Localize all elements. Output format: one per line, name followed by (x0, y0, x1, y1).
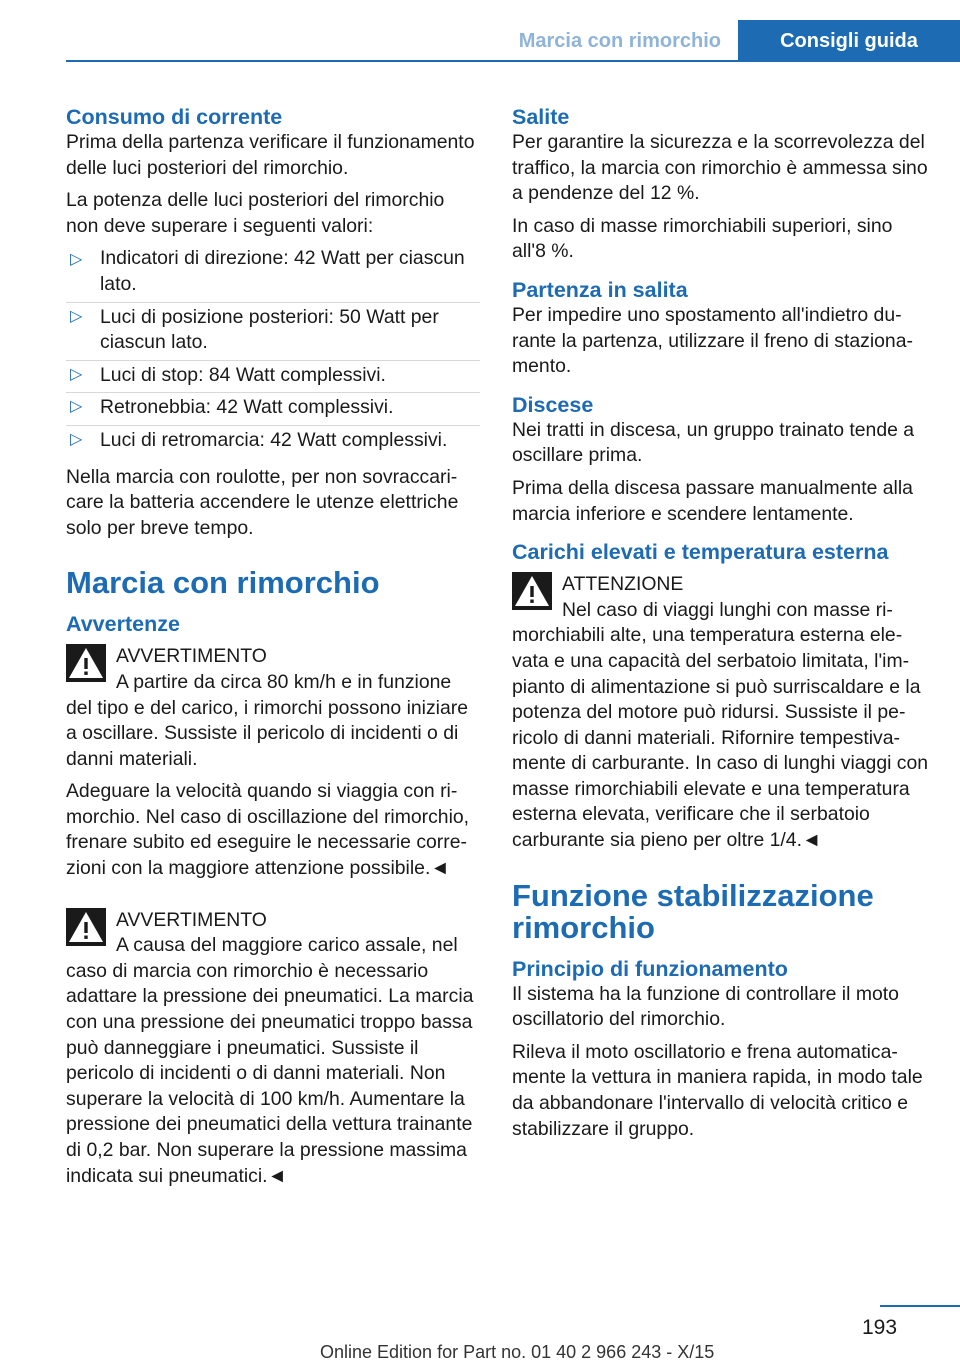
warning-text: A causa del maggiore carico assale, nel caso di marcia con rimorchio è necessario adattare la pressione dei pneumatici. La marcia con una pressione dei pneumatici troppo bassa può danneggiare i pneumatici. Sussiste il pericolo di incidenti o di danni materiali. Non superare la velocità di 100 km/h. Aumentare la pressione dei pneumatici della vettura trainante di 0,2 bar. Non superare la pressione massima indicata sui pneumatici.◄ (66, 934, 474, 1187)
paragraph: Adeguare la velocità quando si viaggia con rimorchio. Nel caso di oscillazione del rimorchio, frenare subito ed eseguire le necessarie correzioni con la maggiore attenzione possibile.◄ (66, 780, 470, 880)
warning-block (512, 572, 930, 854)
heading-funzione-stabilizzazione: Funzione stabilizzazione rimorchio (512, 877, 874, 945)
heading-partenza-in-salita: Partenza in salita (512, 277, 688, 302)
triangle-bullet-icon: ▷ (70, 307, 83, 325)
header-section-title: Marcia con rimorchio (518, 30, 721, 52)
warning-triangle-icon (66, 908, 106, 946)
warning-block (66, 644, 480, 772)
warning-label: ATTENZIONE (562, 573, 684, 596)
page-header (0, 0, 960, 62)
paragraph: Nei tratti in discesa, un gruppo trainato tende a oscillare prima. (512, 418, 915, 467)
warning-triangle-icon (512, 572, 552, 610)
warning-text: Nel caso di viaggi lunghi con masse rimorchiabili alte, una temperatura esterna elevata e una capacità del serbatoio limitata, l'impianto di alimentazione si può surriscaldare e la potenza del motore può ridursi. Sussiste il pericolo di danni materiali. Rifornire tempestivamente di carburante. In caso di lunghi viaggi con masse rimorchiabili elevate e una temperatura esterna elevata, verificare che il serbatoio carburante sia pieno per oltre 1/4.◄ (512, 598, 929, 852)
heading-marcia-con-rimorchio: Marcia con rimorchio (66, 565, 380, 601)
paragraph: Nella marcia con roulotte, per non sovraccaricare la batteria accendere le utenze elettriche solo per breve tempo. (66, 465, 459, 539)
header-chapter-label: Consigli guida (780, 29, 918, 52)
heading-avvertenze: Avvertenze (66, 612, 180, 637)
page-number: 193 (862, 1316, 898, 1339)
footer-rule (880, 1305, 960, 1307)
triangle-bullet-icon: ▷ (70, 251, 83, 269)
heading-carichi-elevati: Carichi elevati e temperatura esterna (512, 540, 889, 565)
triangle-bullet-icon: ▷ (70, 430, 83, 448)
footer-edition: Online Edition for Part no. 01 40 2 966 243 - X/15 (320, 1342, 715, 1362)
warning-label: AVVERTIMENTO (116, 645, 267, 668)
warning-triangle-icon (66, 644, 106, 682)
header-rule (66, 60, 960, 62)
paragraph: Prima della partenza verificare il funzionamento delle luci posteriori del rimorchio. (66, 131, 475, 179)
paragraph: Il sistema ha la funzione di controllare il moto oscillatorio del rimorchio. (512, 982, 899, 1031)
heading-principio: Principio di funzionamento (512, 956, 788, 981)
right-column (512, 104, 930, 1142)
list-item: ▷ Indicatori di direzione: 42 Watt per ciascun lato. (66, 246, 480, 302)
triangle-bullet-icon: ▷ (70, 365, 83, 383)
paragraph: In caso di masse rimorchiabili superiori, sino all'8 %. (512, 214, 893, 263)
heading-salite: Salite (512, 105, 570, 129)
warning-text: A partire da circa 80 km/h e in funzione del tipo e del carico, i rimorchi possono iniziare a oscillare. Sussiste il pericolo di incidenti o di danni materiali. (66, 670, 469, 770)
paragraph: Rileva il moto oscillatorio e frena automaticamente la vettura in maniera rapida, in modo tale da abbandonare l'intervallo di velocità critico e stabilizzare il gruppo. (512, 1040, 923, 1140)
paragraph: Per impedire uno spostamento all'indietro durante la partenza, utilizzare il freno di stazionamento. (512, 303, 913, 378)
list-item: ▷ Retronebbia: 42 Watt complessivi. (66, 393, 480, 426)
heading-discese: Discese (512, 392, 594, 417)
list-item: ▷ Luci di posizione posteriori: 50 Watt per ciascun lato. (66, 303, 480, 361)
paragraph: La potenza delle luci posteriori del rimorchio non deve superare i seguenti valori: (66, 189, 445, 237)
warning-label: AVVERTIMENTO (116, 908, 267, 931)
list-item: ▷ Luci di stop: 84 Watt complessivi. (66, 361, 480, 394)
left-column (66, 104, 480, 1189)
warning-block (66, 908, 480, 1190)
triangle-bullet-icon: ▷ (70, 398, 83, 416)
list-item: ▷ Luci di retromarcia: 42 Watt complessivi. (70, 428, 448, 451)
power-list (66, 246, 480, 457)
paragraph: Per garantire la sicurezza e la scorrevolezza del traffico, la marcia con rimorchio è ammessa sino a pendenze del 12 %. (512, 131, 928, 205)
heading-consumo: Consumo di corrente (66, 105, 283, 129)
paragraph: Prima della discesa passare manualmente alla marcia inferiore e scendere lentamente. (512, 476, 913, 525)
header-chapter-tab (738, 20, 960, 62)
